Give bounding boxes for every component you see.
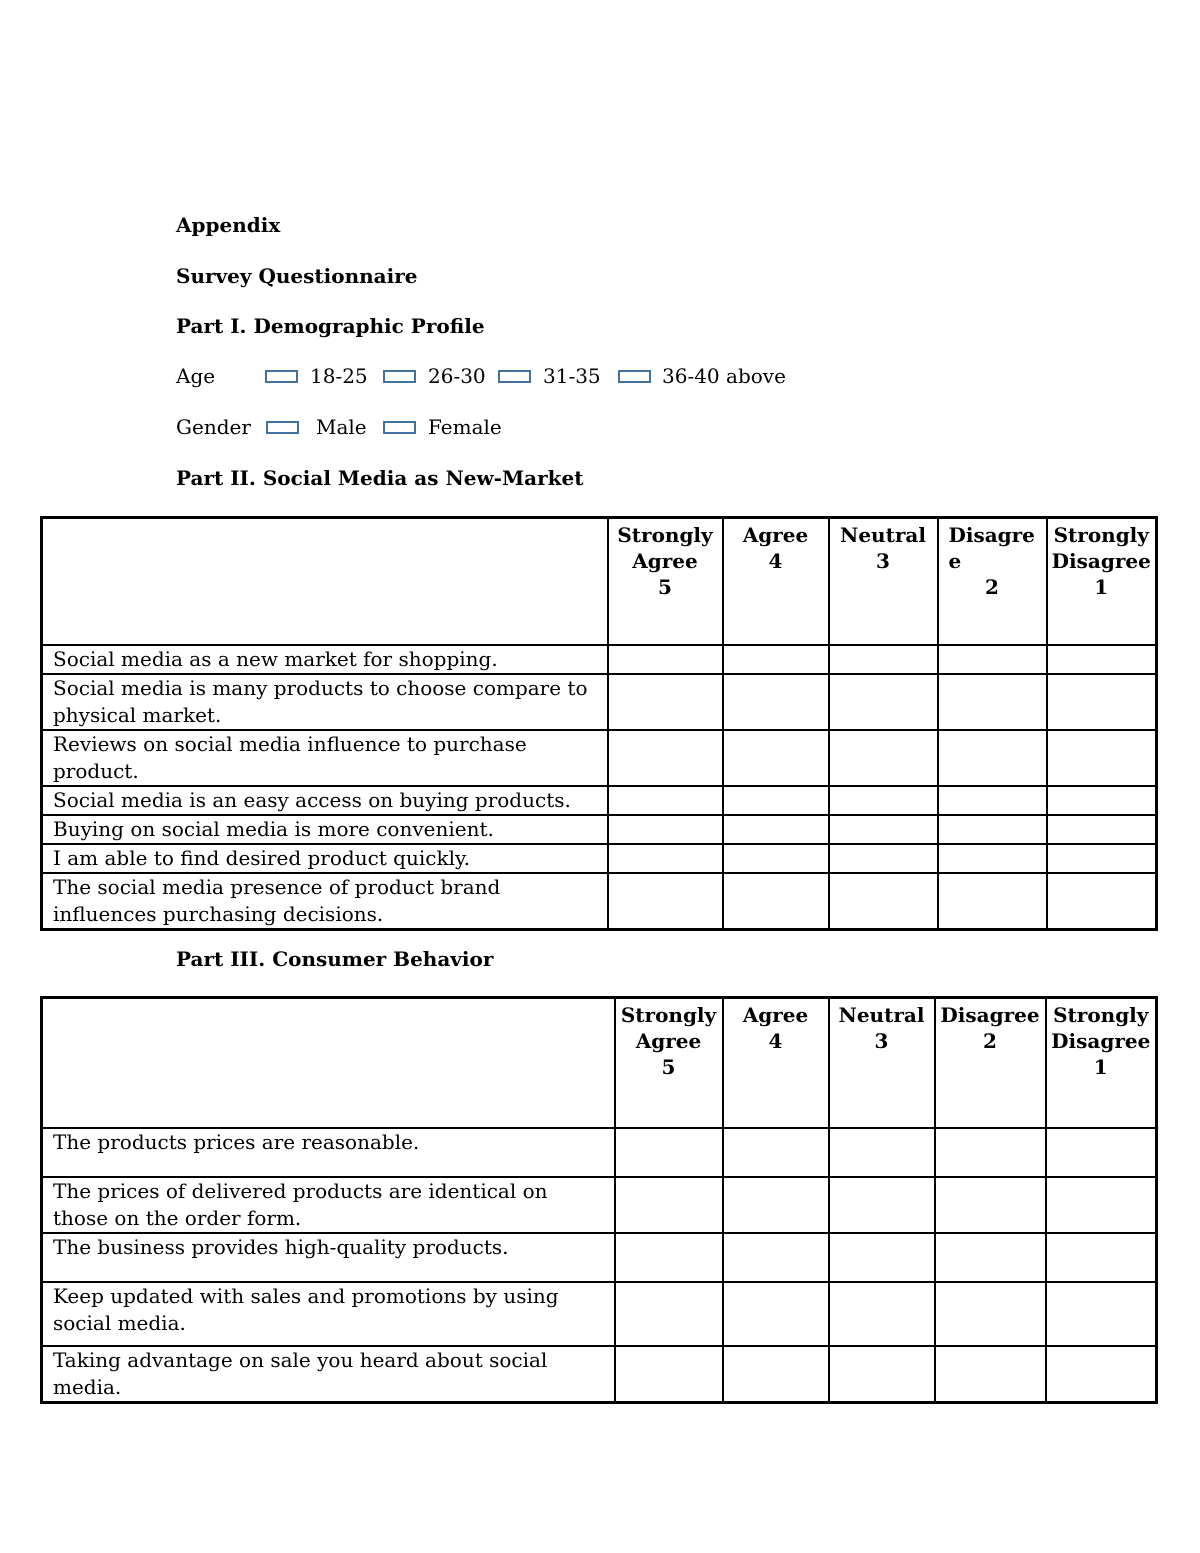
rating-cell[interactable] (829, 786, 938, 815)
rating-cell[interactable] (1047, 786, 1157, 815)
table-header-row (42, 518, 1157, 645)
rating-cell[interactable] (723, 1128, 829, 1177)
gender-male-checkbox[interactable] (266, 421, 299, 434)
rating-cell[interactable] (829, 815, 938, 844)
rating-cell[interactable] (829, 1233, 935, 1282)
rating-cell[interactable] (938, 873, 1047, 930)
age-36-40-checkbox[interactable] (618, 370, 651, 383)
table-row (42, 1177, 1157, 1233)
rating-cell[interactable] (723, 1177, 829, 1233)
rating-cell[interactable] (829, 844, 938, 873)
statement-cell: The products prices are reasonable. (42, 1128, 615, 1177)
table-row (42, 1346, 1157, 1403)
statement-cell: The business provides high-quality products. (42, 1233, 615, 1282)
rating-cell[interactable] (829, 674, 938, 730)
scale-header-strongly-disagree: Strongly Disagree 1 (1047, 518, 1157, 645)
rating-cell[interactable] (723, 873, 829, 930)
rating-cell[interactable] (723, 786, 829, 815)
rating-cell[interactable] (938, 786, 1047, 815)
part1-title: Part I. Demographic Profile (176, 314, 485, 338)
scale-header-neutral: Neutral 3 (829, 518, 938, 645)
rating-cell[interactable] (829, 730, 938, 786)
table-row (42, 786, 1157, 815)
rating-cell[interactable] (829, 1177, 935, 1233)
rating-cell[interactable] (1046, 1282, 1157, 1346)
rating-cell[interactable] (829, 645, 938, 674)
rating-cell[interactable] (1047, 873, 1157, 930)
age-row (176, 364, 876, 394)
rating-cell[interactable] (938, 844, 1047, 873)
table-header-row (42, 998, 1157, 1128)
gender-female-checkbox[interactable] (383, 421, 416, 434)
statement-header (42, 998, 615, 1128)
rating-cell[interactable] (723, 1346, 829, 1403)
table-row (42, 844, 1157, 873)
rating-cell[interactable] (935, 1128, 1046, 1177)
age-option-label: 36-40 above (662, 364, 786, 388)
age-18-25-checkbox[interactable] (265, 370, 298, 383)
rating-cell[interactable] (829, 873, 938, 930)
statement-cell: Buying on social media is more convenient. (42, 815, 608, 844)
rating-cell[interactable] (608, 645, 723, 674)
gender-option-label: Female (428, 415, 502, 439)
rating-cell[interactable] (935, 1346, 1046, 1403)
rating-cell[interactable] (608, 815, 723, 844)
statement-cell: Keep updated with sales and promotions by using social media. (42, 1282, 615, 1346)
rating-cell[interactable] (1046, 1346, 1157, 1403)
age-option-label: 26-30 (428, 364, 486, 388)
rating-cell[interactable] (1046, 1128, 1157, 1177)
gender-label: Gender (176, 415, 251, 439)
rating-cell[interactable] (938, 815, 1047, 844)
rating-cell[interactable] (723, 645, 829, 674)
part3-title: Part III. Consumer Behavior (176, 947, 494, 971)
rating-cell[interactable] (1046, 1233, 1157, 1282)
rating-cell[interactable] (935, 1177, 1046, 1233)
table-row (42, 873, 1157, 930)
scale-header-agree: Agree 4 (723, 518, 829, 645)
rating-cell[interactable] (723, 674, 829, 730)
rating-cell[interactable] (829, 1282, 935, 1346)
part2-title: Part II. Social Media as New-Market (176, 466, 584, 490)
rating-cell[interactable] (615, 1233, 723, 1282)
rating-cell[interactable] (723, 844, 829, 873)
table-row (42, 645, 1157, 674)
rating-cell[interactable] (723, 1282, 829, 1346)
statement-cell: The prices of delivered products are identical on those on the order form. (42, 1177, 615, 1233)
statement-cell: Reviews on social media influence to purchase product. (42, 730, 608, 786)
rating-cell[interactable] (1047, 815, 1157, 844)
rating-cell[interactable] (938, 645, 1047, 674)
age-26-30-checkbox[interactable] (383, 370, 416, 383)
rating-cell[interactable] (608, 873, 723, 930)
rating-cell[interactable] (608, 674, 723, 730)
scale-header-strongly-agree: Strongly Agree 5 (615, 998, 723, 1128)
scale-header-strongly-disagree: Strongly Disagree 1 (1046, 998, 1157, 1128)
rating-cell[interactable] (1047, 844, 1157, 873)
scale-header-disagree: Disagree 2 (935, 998, 1046, 1128)
rating-cell[interactable] (615, 1177, 723, 1233)
rating-cell[interactable] (723, 815, 829, 844)
scale-header-strongly-agree: Strongly Agree 5 (608, 518, 723, 645)
statement-cell: Social media is an easy access on buying products. (42, 786, 608, 815)
table-row (42, 1282, 1157, 1346)
gender-row (176, 415, 876, 445)
rating-cell[interactable] (1047, 674, 1157, 730)
rating-cell[interactable] (608, 730, 723, 786)
age-31-35-checkbox[interactable] (498, 370, 531, 383)
table-row (42, 674, 1157, 730)
age-option-label: 18-25 (310, 364, 368, 388)
part2-table (40, 516, 1158, 931)
table-row (42, 815, 1157, 844)
statement-cell: Social media is many products to choose compare to physical market. (42, 674, 608, 730)
rating-cell[interactable] (615, 1346, 723, 1403)
rating-cell[interactable] (615, 1128, 723, 1177)
statement-cell: Taking advantage on sale you heard about social media. (42, 1346, 615, 1403)
table-row (42, 1128, 1157, 1177)
rating-cell[interactable] (935, 1282, 1046, 1346)
scale-header-disagree: Disagre e 2 (938, 518, 1047, 645)
scale-header-agree: Agree 4 (723, 998, 829, 1128)
statement-header (42, 518, 608, 645)
rating-cell[interactable] (723, 1233, 829, 1282)
gender-option-label: Male (316, 415, 367, 439)
appendix-title: Appendix (176, 213, 281, 237)
rating-cell[interactable] (1047, 645, 1157, 674)
statement-cell: I am able to find desired product quickly. (42, 844, 608, 873)
rating-cell[interactable] (1047, 730, 1157, 786)
rating-cell[interactable] (938, 674, 1047, 730)
rating-cell[interactable] (829, 1346, 935, 1403)
rating-cell[interactable] (938, 730, 1047, 786)
part3-table (40, 996, 1158, 1404)
rating-cell[interactable] (608, 844, 723, 873)
rating-cell[interactable] (608, 786, 723, 815)
rating-cell[interactable] (1046, 1177, 1157, 1233)
table-row (42, 730, 1157, 786)
scale-header-neutral: Neutral 3 (829, 998, 935, 1128)
survey-title: Survey Questionnaire (176, 264, 418, 288)
statement-cell: Social media as a new market for shopping. (42, 645, 608, 674)
statement-cell: The social media presence of product brand influences purchasing decisions. (42, 873, 608, 930)
rating-cell[interactable] (723, 730, 829, 786)
rating-cell[interactable] (615, 1282, 723, 1346)
age-option-label: 31-35 (543, 364, 601, 388)
age-label: Age (176, 364, 216, 388)
rating-cell[interactable] (935, 1233, 1046, 1282)
table-row (42, 1233, 1157, 1282)
rating-cell[interactable] (829, 1128, 935, 1177)
